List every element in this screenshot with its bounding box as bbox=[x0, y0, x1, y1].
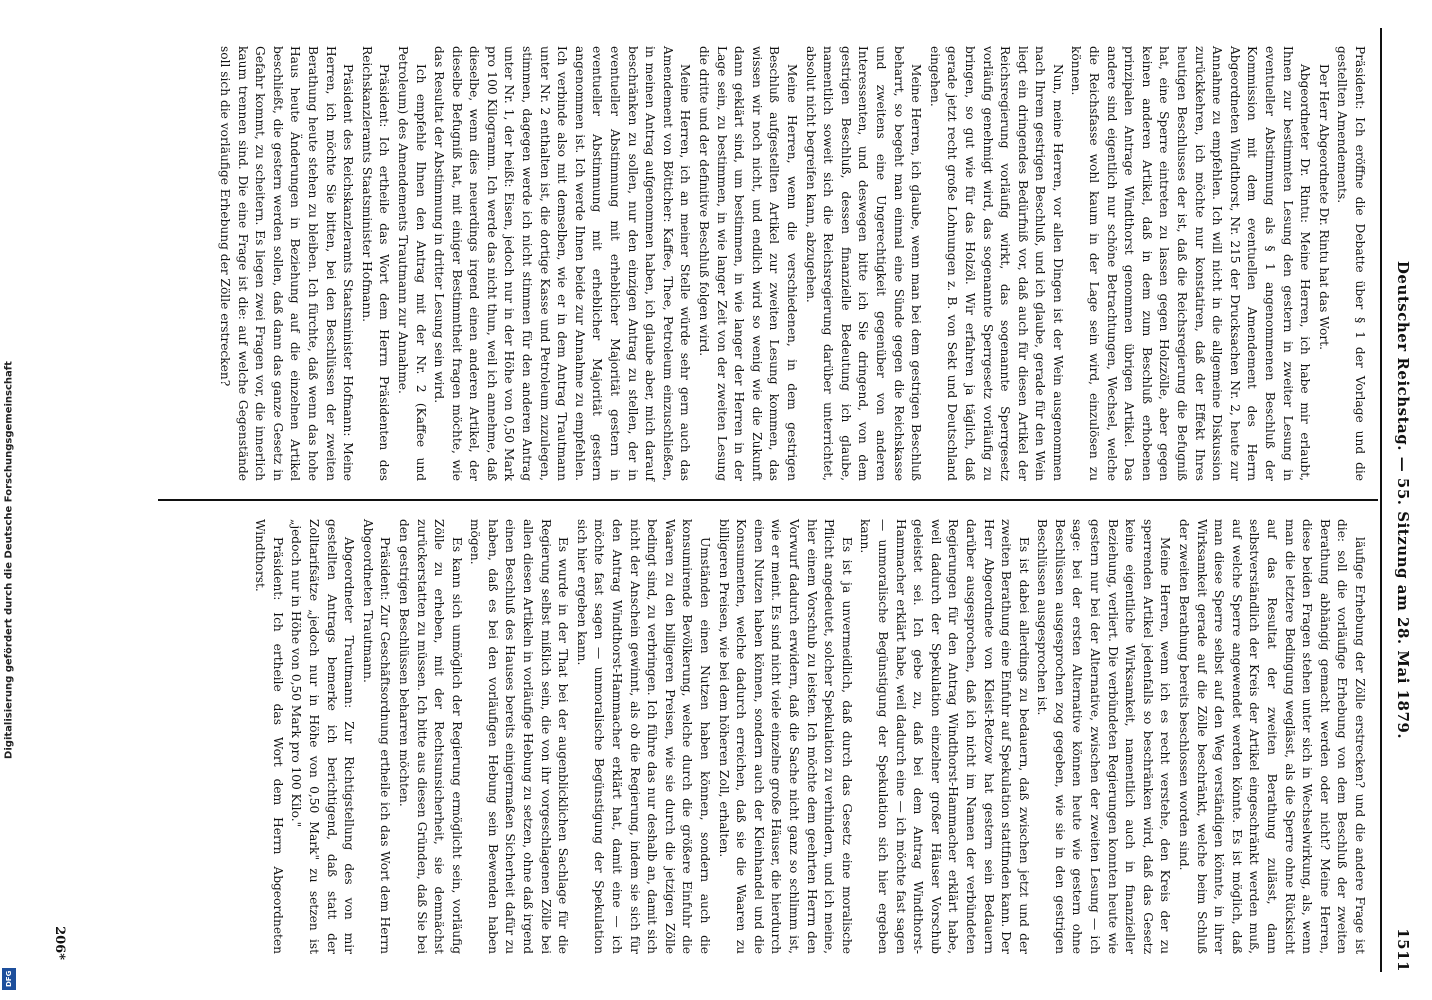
signature-mark: 206* bbox=[52, 926, 67, 960]
paragraph: Abgeordneter Dr. Rintu: Meine Herren, ich habe mir erlaubt, Ihnen zur bestimmten Lesung den gestern in zweiter Lesung in eventueller Abstimmung als § 1 angenommenen Beschluß der Kommission mit dem eventuellen Amendement des Herrn Abgeordneten Windthorst, Nr. 215 der Drucksachen Nr. 2, heute zur Annahme zu empfehlen. Ich will nicht in die allgemeine Diskussion zurückkehren, ich möchte nur konstatiren, daß der Effekt Ihres heutigen Beschlusses der ist, daß die Reichsregierung die Befugniß hat, eine Sperre eintreten zu lassen gegen Holzzölle, aber gegen keinen anderen Artikel, daß in dem zum Beschluß erhobenen prinzipalen Antrage Windthorst genommen übrigen Artikel. Das andere sind eigentlich nur schöne Betrachtungen, Wechsel, welche die Reichsfasse wohl kaum in der Lage sein wird, einzulösen zu können. bbox=[1069, 46, 1313, 481]
paragraph: Es ist dabei allerdings zu bedauern, daß zwischen jetzt und der zweiten Berathung eine Einfuhr auf Spekulation stattfinden kann. Der Herr Abgeordnete von Kleist-Retzow hat gestern sein Bedauern darüber ausgesprochen, daß ich nicht im Namen der verbündeten Regierungen für den Antrag Windthorst-Hammacher erklärt habe, weil dadurch der Spekulation einzelner großer Häuser Vorschub geleistet sei. Ich gebe zu, daß bei dem Antrag Windthorst-Hammacher erklärt habe, weil dadurch eine — ich möchte fast sagen — unmoralische Begünstigung der Spekulation sich hier ergeben kann. bbox=[858, 519, 1031, 954]
paragraph: Abgeordneter Trautmann: Zur Richtigstellung des von mir gestellten Antrags bemerke ich berichtigend, daß statt der Zolltarifsätze „jedoch nur in Höhe von 0,50 Mark" zu setzen ist „jedoch nur in Höhe von 0,50 Mark pro 100 Kilo." bbox=[289, 519, 357, 954]
paragraph: Es kann sich unmöglich der Regierung ermöglicht sein, vorläufig Zölle zu erheben, mit der Rechtsunsicherheit, sie demnächst zurückerstatten zu müssen. Ich bitte aus diesen Gründen, daß Sie bei den gestrigen Beschlüssen beharren möchten. bbox=[396, 519, 464, 954]
credit-text: Digitalisierung gefördert durch die Deutsche Forschungsgemeinschaft bbox=[3, 361, 15, 759]
page-rotated bbox=[22, 0, 1432, 1000]
scanned-page bbox=[22, 0, 1432, 1000]
dfg-logo: DFG bbox=[2, 968, 16, 990]
paragraph: Präsident: Zur Geschäftsordnung ertheile ich das Wort dem Herrn Abgeordneten Trautmann. bbox=[360, 519, 393, 954]
paragraph: Umständen einen Nutzen haben können, sondern auch die konsumirende Bevölkerung, welche durch die größere Einfuhr die Waaren zu den billigeren Preisen, wie sie durch die jetzigen Zölle bedingt sind, zu verbringen. Ich führe das nur deshalb an, damit sich nicht der Anschein gewinnt, als ob die Regierung, indem sie sich für den Antrag Windthorst-Hammacher erklärt hat, damit eine — ich möchte fast sagen — unmoralische Begünstigung der Spekulation sich hier ergeben kann. bbox=[574, 519, 713, 954]
paragraph: Meine Herren, ich glaube, wenn man bei dem gestrigen Beschluß beharrt, so begeht man einmal eine Sünde gegen die Reichskasse und zweitens eine Ungerechtigkeit gegenüber von anderen Interessenten, und deswegen bitte ich Sie dringend, von dem gestrigen Beschluß, dessen finanzielle Bedeutung ich glaube, namentlich soweit sich die Reichsregierung darüber unterrichtet, absolut nicht begreifen kann, abzugehen. bbox=[803, 46, 924, 481]
paragraph: Der Herr Abgeordnete Dr. Rintu hat das Wort. bbox=[1316, 64, 1331, 350]
journal-title: Deutscher Reichstag. — 55. Sitzung am 28. Mai 1879. bbox=[1394, 260, 1412, 740]
column-left bbox=[158, 28, 1378, 499]
paragraph: Präsident: Ich ertheile das Wort dem Herrn Präsidenten des Reichskanzleramts Staatsminister Hofmann. bbox=[359, 46, 392, 481]
paragraph: Meine Herren, ich an meiner Stelle würde sehr gern auch das Amendement von Bötticher: Kaffee, Thee, Petroleum einzuschließen, in meinen Antrag aufgenommen haben, ich glaube aber, mich darauf beschränken zu sollen, nur den einzigen Antrag zu stellen, der in eventueller Abstimmung mit erheblicher Majorität gestern in eventueller Abstimmung mit erheblicher Majorität gestern angenommen ist. Ich werde Ihnen beide zur Annahme zu empfehlen. Ich verbinde also mit demselben, wie er in dem Antrag Trautmann unter Nr. 2 enthalten ist, die dortige Kasse und Petroleum zuzulegen, stimmen, dagegen werde ich nicht stimmen für den anderen Antrag unter Nr. 1, der heißt: Eisen, jedoch nur in der Höhe von 0,50 Mark pro 100 Kilogramm. Ich werde das nicht thun, weil ich annehme, daß dieselbe, wenn dies neuerdings irgend einen anderen Artikel, der dieselbe Befugniß hat, mit einiger Bestimmtheit fragen möchte, wie das Resultat der Abstimmung in dritter Lesung sein wird. bbox=[432, 46, 693, 481]
paragraph: Meine Herren, wenn die verschiedenen, in dem gestrigen Beschluß aufgestellten Artikel zur zweiten Lesung kommen, das wissen wir noch nicht, und endlich wird so wenig wie die Zukunft dann geklärt sind, um bestimmen, in wie langer der Herren in der Lage sein, zu bestimmen, in wie langer Zeit von der zweiten Lesung die dritte und der definitive Beschluß folgen wird. bbox=[697, 46, 799, 481]
paragraph: Meine Herren, wenn ich es recht verstehe, den Kreis der zu sperrenden Artikel jedenfalls so beschränken wird, daß das Gesetz keine eigentliche Wirksamkeit, namentlich auch in finanzieller Beziehung, verliert. Die verbündeten Regierungen konnten heute wie gestern nur bei der Alternative, zwischen der zweiten Lesung — ich sage: bei der ersten Alternative können heute wie gestern ohne Beschlüssen ausgesprochen zog gegeben, wie sie in den gestrigen Beschlüssen ausgesprochen ist. bbox=[1035, 519, 1173, 954]
column-right bbox=[158, 501, 1378, 972]
paragraph: läufige Erhebung der Zölle erstrecken? und die andere Frage ist die: soll die vorläufige Erhebung von dem Beschluß der zweiten Berathung abhängig gemacht werden oder nicht? Meine Herren, diese beiden Fragen stehen unter sich in Wechselwirkung, als, wenn man die letztere Bedingung weglässt, als die Sperre ohne Rücksicht auf das Resultat der zweiten Berathung zulässt, dann selbstverständlich der Kreis der Artikel eingeschränkt werden muß, auf welche Sperre angewendet werden könnte. Es ist möglich, daß man diese Sperre selbst auf den Weg verständigen könnte, in ihrer Wirksamkeit gerade auf die Zölle beschränkt, welche beim Schluß der zweiten Berathung bereits beschlossen worden sind. bbox=[1177, 519, 1367, 954]
text-columns bbox=[158, 28, 1378, 972]
credit-strip bbox=[0, 0, 18, 1000]
paragraph: Es wurde in der That bei der augenblicklichen Sachlage für die Regierung selbst mißlich sein, die von ihr vorgeschlagenen Zölle bei allen diesen Artikeln in vorläufige Hebung zu setzen, ohne daß irgend einen Beschluß des Hauses bereits einigermaßen Sicherheit dafür zu haben, daß es bei den vorläufigen Hebung sein Bewenden haben mögen. bbox=[468, 519, 571, 954]
header-rule bbox=[1380, 28, 1382, 972]
paragraph: Ich empfehle Ihnen den Antrag mit der Nr. 2 (Kaffee und Petroleum) des Amendements Trautmann zur Annahme. bbox=[395, 46, 428, 481]
paragraph: Präsident: Ich ertheile das Wort dem Herrn Abgeordneten Windthorst. bbox=[253, 519, 285, 954]
page-header bbox=[1386, 28, 1412, 972]
page-number: 1511 bbox=[1394, 928, 1412, 972]
paragraph: Präsident des Reichskanzleramts Staatsminister Hofmann: Meine Herren, ich möchte Sie bitten, bei den Beschlüssen der zweiten Berathung heute stehen zu bleiben. Ich fürchte, daß wenn das hohe Haus heute Änderungen in Beziehung auf die einzelnen Artikel beschließt, die gestern werden sollen, daß dann das ganze Gesetz in Gefahr kommt, zu scheitern. Es liegen zwei Fragen vor, die innerlich kaum trennen sind. Die eine Frage ist die: auf welche Gegenstände soll sich die vorläufige Erhebung der Zölle erstrecken? bbox=[218, 46, 356, 481]
paragraph: Nun, meine Herren, vor allen Dingen ist der Wein ausgenommen nach Ihrem gestrigen Beschluß, und ich glaube, gerade für den Wein liegt ein dringendes Bedürfniß vor, daß auch für diesen Artikel der Reichsregierung vorläufig wirkt, das sogenannte Sperrgesetz vorläufig genehmigt wird, das sogenannte Sperrgesetz vorläufig zu bringen, so gut wie für das Holzöl. Wir erfahren ja täglich, daß gerade jetzt recht große Lohnungen z. B. von Sekt und Deutschland eingehen. bbox=[927, 46, 1065, 481]
paragraph: Es ist ja unvermeidlich, daß durch das Gesetz eine moralische Pflicht angedeutet, solcher Spekulation zu verhindern, und ich meine, hier einem Vorschub zu leisten. Ich möchte dem geehrten Herrn den Vorwurf dadurch erwidern, daß die Sache nicht ganz so schlimm ist, wie er meint. Es sind nicht viele einzelne große Häuser, die hierdurch einen Nutzen haben können, sondern auch der Kleinhandel und die Konsumenten, welche dadurch erreichen, daß sie die Waaren zu billigeren Preisen, wie bei dem höheren Zoll, erhalten. bbox=[716, 519, 854, 954]
paragraph: Präsident: Ich eröffne die Debatte über § 1 der Vorlage und die gestellten Amendements. bbox=[1335, 46, 1367, 481]
